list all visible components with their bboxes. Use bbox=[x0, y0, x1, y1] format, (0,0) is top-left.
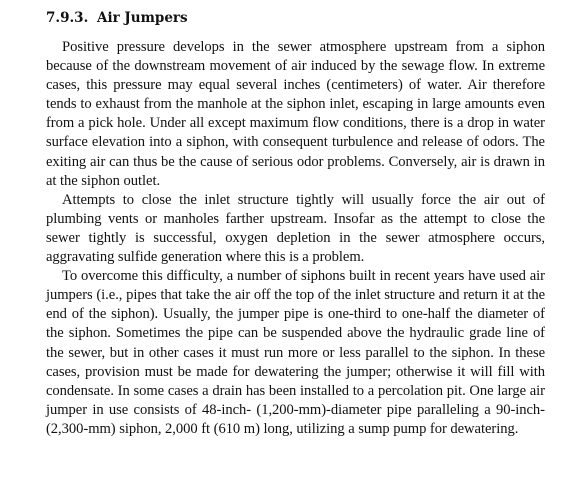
section-title: Air Jumpers bbox=[96, 10, 188, 26]
section-heading bbox=[46, 9, 545, 27]
paragraph-air-jumpers: To overcome this difficulty, a number of siphons built in recent years have used air jumpers (i.e., pipes that take the air off the top of the inlet structure and return it at the end of the siphon). Usually, the jumper pipe is one-third to one-half the diameter of the siphon. Sometimes the pipe can be suspended above the hydraulic grade line of the sewer, but in other cases it must run more or less parallel to the siphon. In these cases, provision must be made for dewatering the jumper; otherwise it will fill with condensate. In some cases a drain has been installed to a percolation pit. One large air jumper in use consists of 48-inch- (1,200-mm)-diameter pipe paralleling a 90-inch- (2,300-mm) siphon, 2,000 ft (610 m) long, utilizing a sump pump for dewatering. bbox=[46, 268, 545, 437]
section-number: 7.9.3. bbox=[46, 10, 89, 26]
paragraph-closing-inlet: Attempts to close the inlet structure tightly will usually force the air out of plumbing vents or manholes farther upstream. Insofar as the attempt to close the sewer tightly is successful, oxygen depletion in the sewer atmosphere occurs, aggravating sulfide generation where this is a problem. bbox=[46, 191, 545, 266]
paragraph-positive-pressure: Positive pressure develops in the sewer atmosphere upstream from a siphon because of the downstream movement of air induced by the sewage flow. In extreme cases, this pressure may equal several inches (centimeters) of water. Air therefore tends to exhaust from the manhole at the siphon inlet, escaping in large amounts even from a pick hole. Under all except maximum flow conditions, there is a drop in water surface elevation into a siphon, with consequent turbulence and release of odors. The exiting air can thus be the cause of serious odor problems. Conversely, air is drawn in at the siphon outlet. bbox=[46, 39, 545, 189]
